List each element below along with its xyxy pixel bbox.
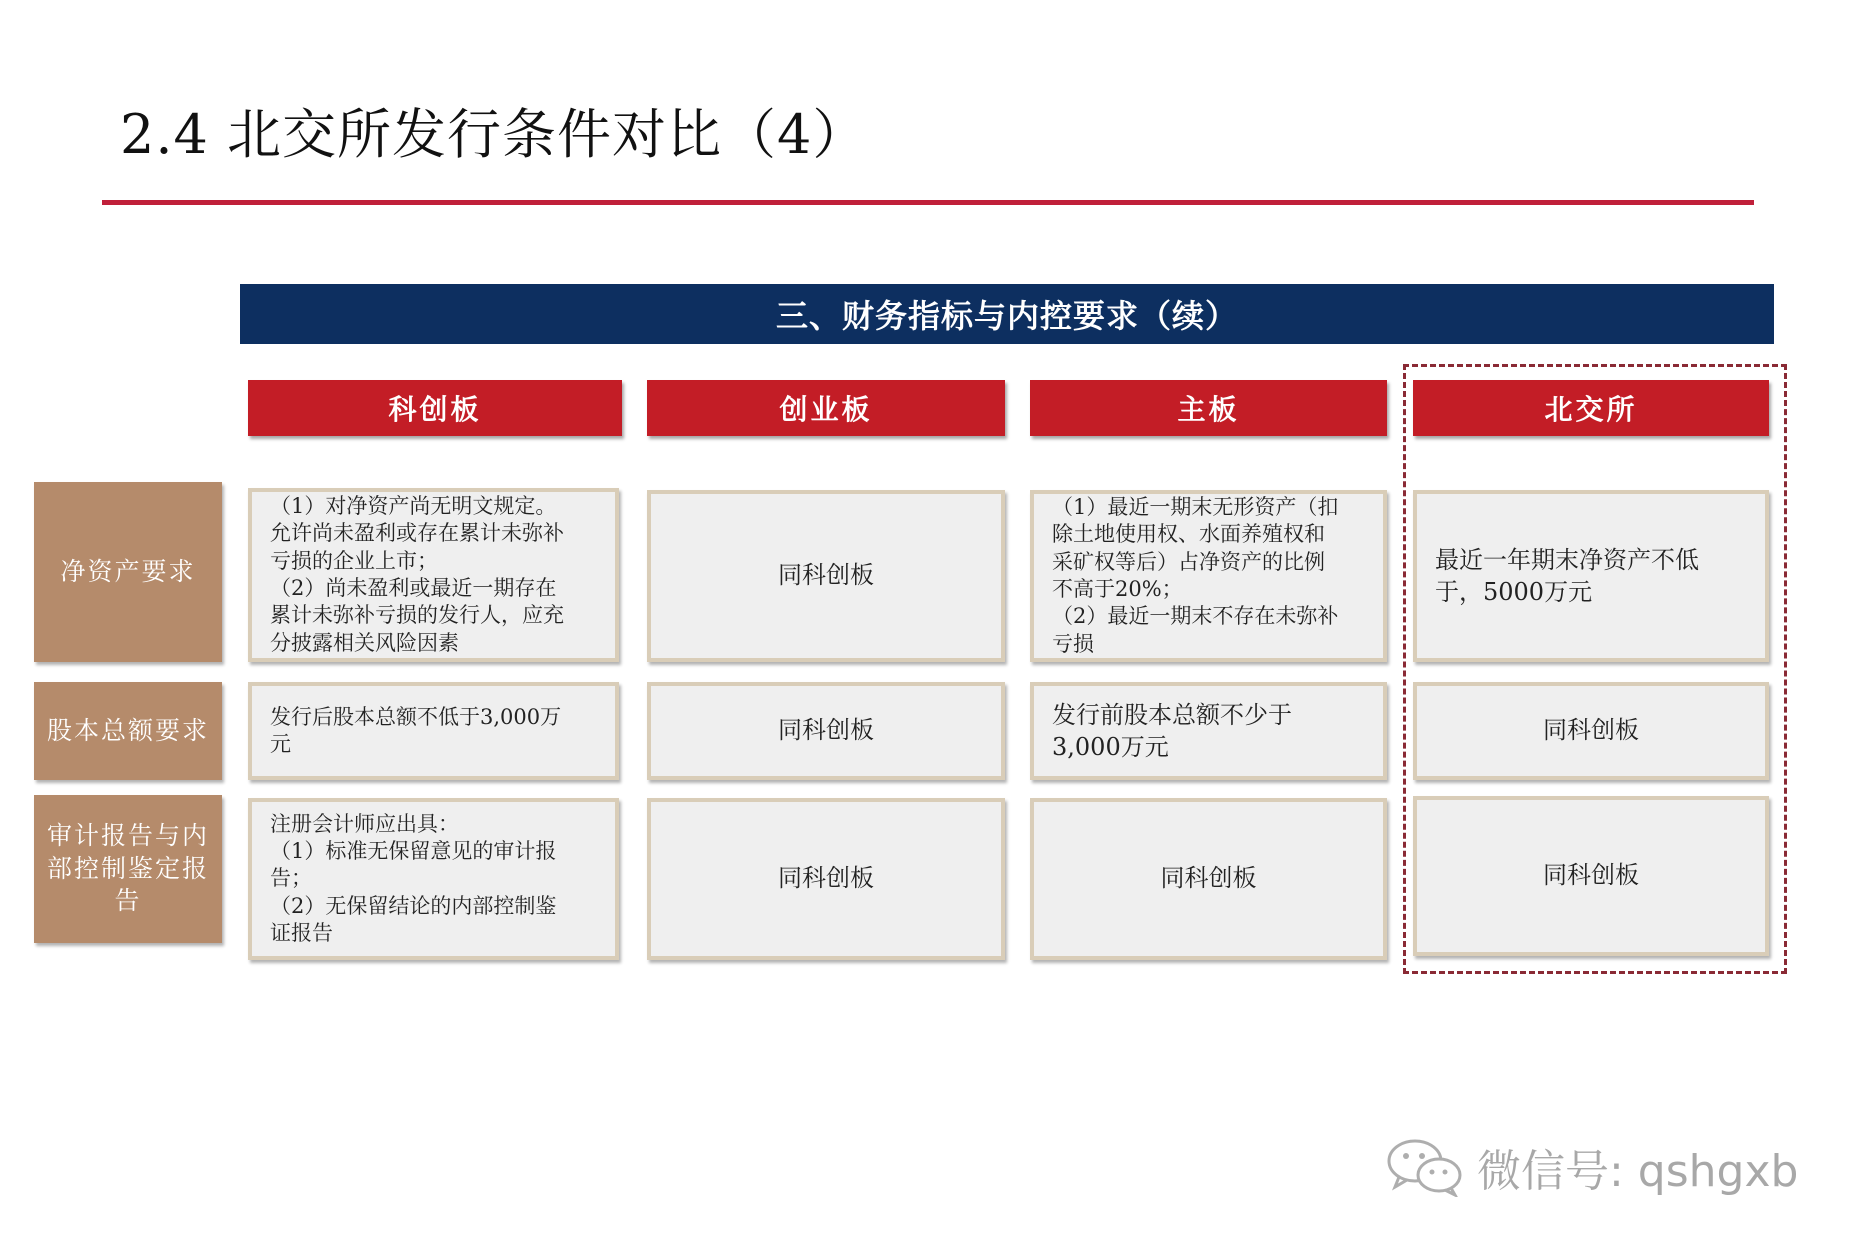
- cell-share-capital-chinext: [647, 682, 1005, 780]
- cell-line: （1）对净资产尚无明文规定。: [270, 494, 557, 519]
- cell-line: 同科创板: [1543, 861, 1639, 890]
- cell-line: 3,000万元: [1052, 733, 1169, 761]
- cell-net-assets-chinext: [647, 490, 1005, 662]
- title-divider: [102, 200, 1754, 205]
- watermark: [1385, 1135, 1798, 1199]
- cell-line: 采矿权等后）占净资产的比例: [1052, 549, 1325, 574]
- cell-line: 除土地使用权、水面养殖权和: [1052, 522, 1325, 547]
- cell-line: 允许尚未盈利或存在累计未弥补: [270, 521, 564, 546]
- cell-line: （2）尚未盈利或最近一期存在: [270, 576, 557, 600]
- cell-line: 同科创板: [778, 864, 874, 893]
- cell-line: 发行后股本总额不低于3,000万: [270, 704, 562, 729]
- cell-net-assets-star-market: [248, 488, 619, 662]
- cell-share-capital-bse: [1413, 682, 1769, 780]
- cell-line: 证报告: [270, 920, 333, 945]
- cell-audit-report-star-market: [248, 798, 619, 960]
- cell-line: 注册会计师应出具：: [270, 811, 459, 836]
- cell-line: 元: [270, 732, 291, 756]
- column-header-main-board: 主板: [1030, 380, 1387, 436]
- cell-line: 累计未弥补亏损的发行人，应充: [270, 603, 564, 628]
- watermark-text: 微信号: qshgxb: [1477, 1146, 1799, 1197]
- cell-line: 告；: [270, 866, 312, 891]
- cell-share-capital-star-market: [248, 682, 619, 780]
- cell-net-assets-bse: [1413, 490, 1769, 662]
- cell-share-capital-main-board: [1030, 682, 1387, 780]
- cell-net-assets-main-board: [1030, 490, 1387, 662]
- cell-line: 发行前股本总额不少于: [1052, 700, 1292, 729]
- page-title: 2.4 北交所发行条件对比（4）: [120, 103, 868, 166]
- cell-line: （2）无保留结论的内部控制鉴: [270, 893, 557, 918]
- wechat-logo-icon: [1385, 1137, 1465, 1197]
- cell-line: 不高于20%；: [1052, 577, 1183, 601]
- cell-line: （2）最近一期末不存在未弥补: [1052, 604, 1339, 629]
- cell-audit-report-main-board: [1030, 798, 1387, 960]
- cell-line: 亏损的企业上市；: [270, 548, 438, 573]
- cell-audit-report-chinext: [647, 798, 1005, 960]
- row-label-net-assets: 净资产要求: [34, 482, 222, 662]
- cell-line: 同科创板: [1543, 716, 1639, 745]
- section-banner: 三、财务指标与内控要求（续）: [240, 284, 1774, 344]
- row-label-share-capital: 股本总额要求: [34, 682, 222, 780]
- row-label-audit-report: 审计报告与内部控制鉴定报告: [34, 795, 222, 943]
- column-header-star-market: 科创板: [248, 380, 622, 436]
- cell-line: 最近一年期末净资产不低: [1435, 545, 1699, 574]
- cell-line: （1）最近一期末无形资产（扣: [1052, 495, 1339, 520]
- cell-line: （1）标准无保留意见的审计报: [270, 839, 557, 864]
- cell-line: 同科创板: [778, 561, 874, 590]
- column-header-chinext: 创业板: [647, 380, 1005, 436]
- cell-line: 同科创板: [1160, 864, 1257, 893]
- cell-line: 于，5000万元: [1435, 578, 1593, 606]
- cell-line: 分披露相关风险因素: [270, 630, 459, 655]
- cell-line: 同科创板: [778, 716, 874, 745]
- cell-line: 亏损: [1052, 631, 1094, 656]
- column-header-bse: 北交所: [1413, 380, 1769, 436]
- cell-audit-report-bse: [1413, 796, 1769, 956]
